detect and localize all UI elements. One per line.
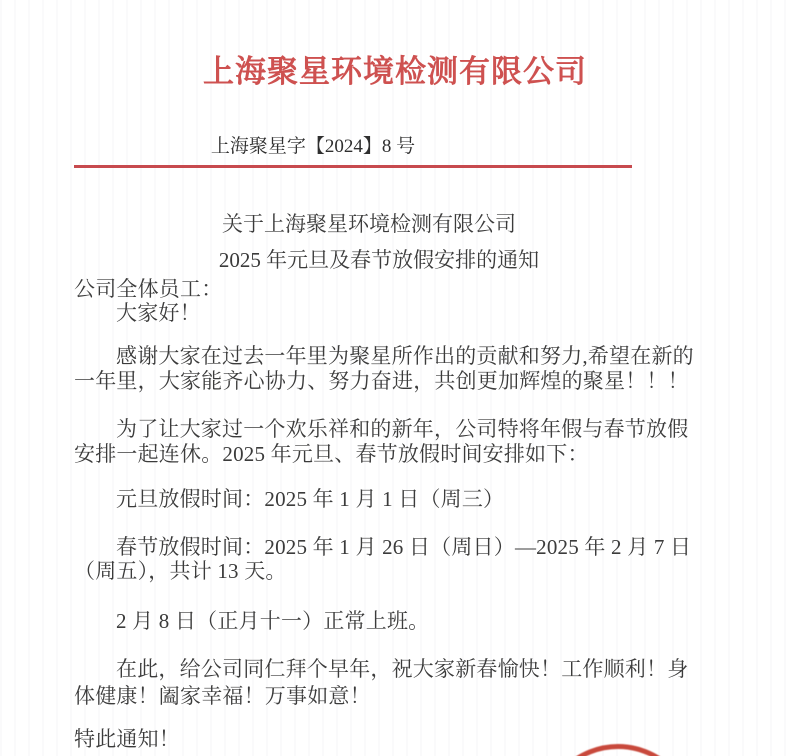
company-title: 上海聚星环境检测有限公司	[203, 54, 587, 89]
notice-subject-line-2: 2025 年元旦及春节放假安排的通知	[218, 248, 540, 272]
paragraph-holiday-plan-line-1: 为了让大家过一个欢乐祥和的新年，公司特将年假与春节放假	[116, 417, 689, 441]
paragraph-holiday-plan-line-2: 安排一起连休。2025 年元旦、春节放假时间安排如下：	[74, 442, 589, 466]
document-number: 上海聚星字【2024】8 号	[210, 136, 416, 157]
paragraph-thanks-line-2: 一年里，大家能齐心协力、努力奋进，共创更加辉煌的聚星！！！	[74, 369, 689, 393]
paragraph-thanks-line-1: 感谢大家在过去一年里为聚星所作出的贡献和努力,希望在新的	[116, 344, 694, 368]
salutation-line: 公司全体员工：	[74, 277, 223, 301]
back-to-work-line: 2 月 8 日（正月十一）正常上班。	[116, 609, 430, 633]
new-year-wishes-line-2: 体健康！阖家幸福！万事如意！	[74, 684, 371, 708]
new-year-holiday-line: 元旦放假时间：2025 年 1 月 1 日（周三）	[116, 487, 505, 511]
spring-festival-holiday-line-1: 春节放假时间：2025 年 1 月 26 日（周日）—2025 年 2 月 7 日	[116, 535, 692, 559]
greeting-line: 大家好！	[116, 301, 201, 325]
closing-notice-line: 特此通知！	[74, 727, 180, 751]
header-divider-rule	[74, 165, 632, 168]
new-year-wishes-line-1: 在此，给公司同仁拜个早年，祝大家新春愉快！工作顺利！身	[116, 657, 689, 681]
spring-festival-holiday-line-2: （周五），共计 13 天。	[74, 559, 287, 583]
notice-subject-line-1: 关于上海聚星环境检测有限公司	[222, 212, 516, 236]
